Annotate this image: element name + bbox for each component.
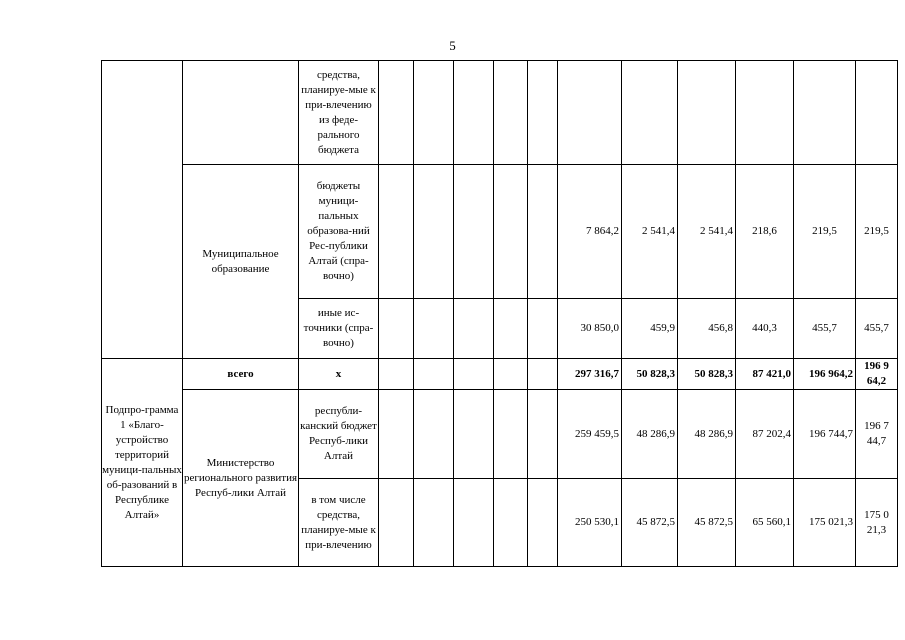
empty-cell (454, 165, 494, 299)
value-cell (856, 61, 898, 165)
value-cell: 456,8 (678, 299, 736, 359)
empty-cell (528, 61, 558, 165)
value-cell (736, 61, 794, 165)
value-cell (678, 61, 736, 165)
page-number: 5 (449, 38, 456, 53)
empty-cell (379, 299, 414, 359)
value-cell: 455,7 (856, 299, 898, 359)
table-row (102, 165, 898, 299)
value-cell: 65 560,1 (736, 479, 794, 567)
empty-cell (414, 299, 454, 359)
value-cell: 48 286,9 (622, 390, 678, 479)
value-cell: 440,3 (736, 299, 794, 359)
value-cell: 196 744,7 (794, 390, 856, 479)
empty-cell (414, 165, 454, 299)
value-cell: 175 0 21,3 (856, 479, 898, 567)
value-cell: 2 541,4 (678, 165, 736, 299)
value-cell: 87 202,4 (736, 390, 794, 479)
empty-cell (379, 359, 414, 390)
value-cell: 87 421,0 (736, 359, 794, 390)
value-cell: 219,5 (856, 165, 898, 299)
value-cell: 455,7 (794, 299, 856, 359)
empty-cell (414, 359, 454, 390)
empty-cell (454, 479, 494, 567)
empty-cell (494, 479, 528, 567)
source-cell: х (299, 359, 379, 390)
value-cell: 196 9 64,2 (856, 359, 898, 390)
value-cell: 297 316,7 (558, 359, 622, 390)
executor-cell-empty (183, 61, 299, 165)
table-row (102, 61, 898, 165)
source-cell: республи-канский бюджет Респуб-лики Алтай (299, 390, 379, 479)
empty-cell (454, 61, 494, 165)
empty-cell (379, 61, 414, 165)
empty-cell (528, 299, 558, 359)
executor-cell: Министерство регионального развития Респуб-лики Алтай (183, 390, 299, 567)
source-cell: бюджеты муници-пальных образова-ний Рес-публики Алтай (спра-вочно) (299, 165, 379, 299)
empty-cell (494, 299, 528, 359)
source-cell: в том числе средства, планируе-мые к при-влечению (299, 479, 379, 567)
value-cell: 175 021,3 (794, 479, 856, 567)
empty-cell (454, 299, 494, 359)
empty-cell (414, 61, 454, 165)
empty-cell (454, 359, 494, 390)
value-cell: 7 864,2 (558, 165, 622, 299)
empty-cell (528, 359, 558, 390)
value-cell (622, 61, 678, 165)
empty-cell (528, 165, 558, 299)
empty-cell (494, 390, 528, 479)
value-cell: 45 872,5 (678, 479, 736, 567)
subprogram-cell: Подпро-грамма 1 «Благо-устройство территорий муници-пальных об-разований в Республике Алтай» (102, 359, 183, 567)
value-cell: 50 828,3 (678, 359, 736, 390)
value-cell: 2 541,4 (622, 165, 678, 299)
empty-cell (414, 390, 454, 479)
empty-cell (454, 390, 494, 479)
empty-cell (528, 479, 558, 567)
value-cell (794, 61, 856, 165)
empty-cell (528, 390, 558, 479)
total-label: всего (183, 359, 299, 390)
table-row-total (102, 359, 898, 390)
empty-cell (414, 479, 454, 567)
value-cell: 50 828,3 (622, 359, 678, 390)
budget-table (101, 60, 898, 567)
program-cell-empty (102, 61, 183, 359)
table-row (102, 390, 898, 479)
empty-cell (494, 61, 528, 165)
empty-cell (494, 165, 528, 299)
empty-cell (379, 390, 414, 479)
value-cell: 259 459,5 (558, 390, 622, 479)
source-cell: средства, планируе-мые к при-влечению из феде-рального бюджета (299, 61, 379, 165)
executor-cell: Муниципальное образование (183, 165, 299, 359)
value-cell: 196 7 44,7 (856, 390, 898, 479)
value-cell: 30 850,0 (558, 299, 622, 359)
value-cell: 48 286,9 (678, 390, 736, 479)
value-cell (558, 61, 622, 165)
value-cell: 196 964,2 (794, 359, 856, 390)
value-cell: 45 872,5 (622, 479, 678, 567)
source-cell: иные ис-точники (спра-вочно) (299, 299, 379, 359)
empty-cell (379, 165, 414, 299)
value-cell: 218,6 (736, 165, 794, 299)
value-cell: 219,5 (794, 165, 856, 299)
value-cell: 459,9 (622, 299, 678, 359)
empty-cell (379, 479, 414, 567)
empty-cell (494, 359, 528, 390)
value-cell: 250 530,1 (558, 479, 622, 567)
